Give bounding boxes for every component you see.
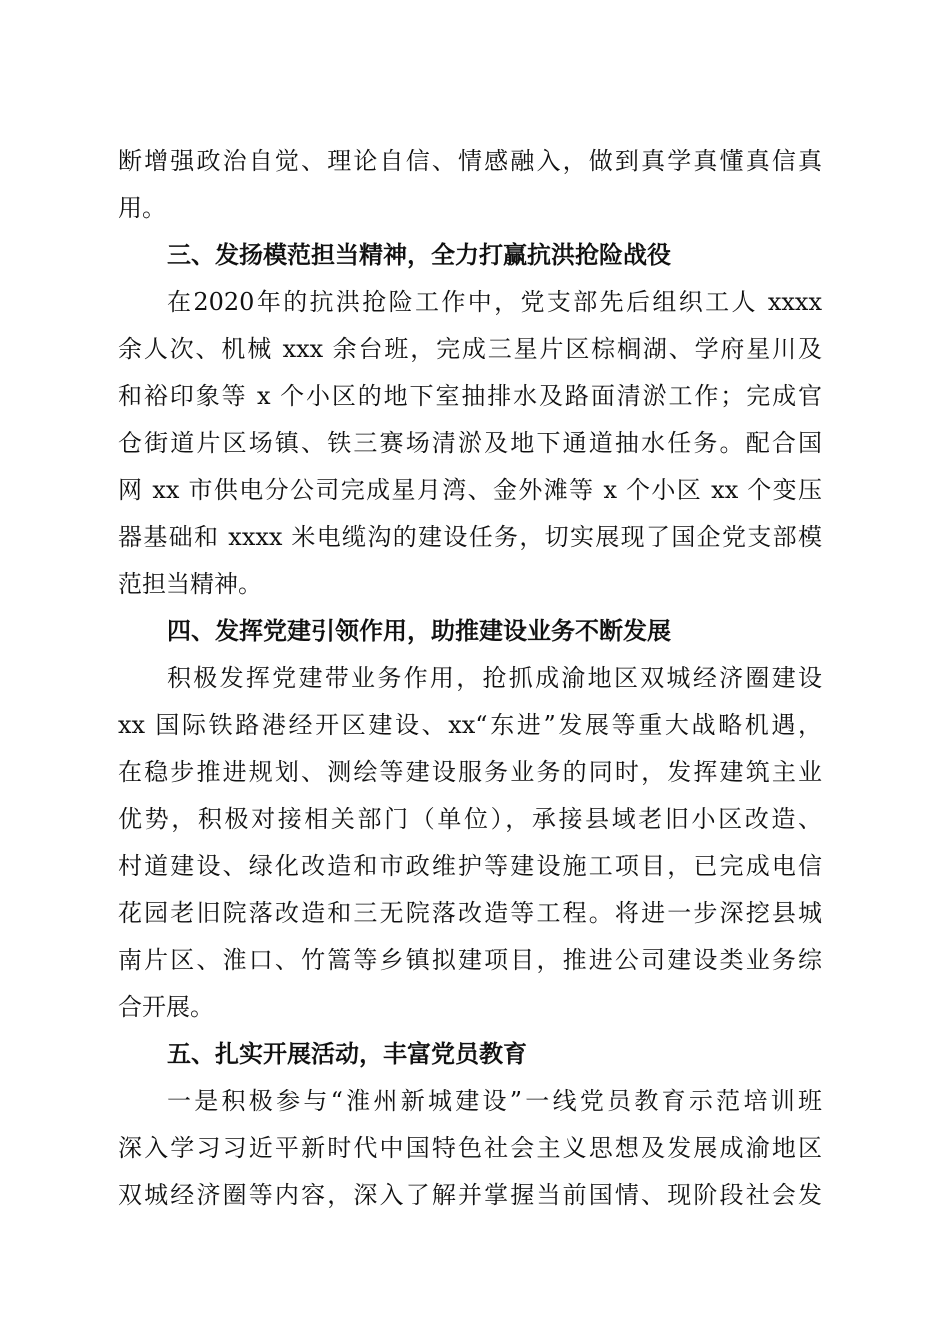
paragraph-line: 范担当精神。 — [118, 570, 262, 598]
paragraph-line: 积极发挥党建带业务作用，抢抓成渝地区双城经济圈建设 — [167, 664, 822, 692]
paragraph-line: 用。 — [118, 194, 166, 222]
paragraph-line: 器基础和 xxxx 米电缆沟的建设任务，切实展现了国企党支部模 — [118, 523, 822, 551]
paragraph-line: 一是积极参与“淮州新城建设”一线党员教育示范培训班 — [167, 1087, 822, 1115]
paragraph-line: xx 国际铁路港经开区建设、xx“东进”发展等重大战略机遇， — [118, 711, 822, 739]
paragraph-line: 余人次、机械 xxx 余台班，完成三星片区棕榈湖、学府星川及 — [118, 335, 822, 363]
section-heading: 四、发挥党建引领作用，助推建设业务不断发展 — [167, 617, 671, 645]
paragraph-line: 花园老旧院落改造和三无院落改造等工程。将进一步深挖县城 — [118, 899, 822, 927]
paragraph-line: 村道建设、绿化改造和市政维护等建设施工项目，已完成电信 — [118, 852, 822, 880]
paragraph-line: 双城经济圈等内容，深入了解并掌握当前国情、现阶段社会发 — [118, 1181, 822, 1209]
paragraph-line: 深入学习习近平新时代中国特色社会主义思想及发展成渝地区 — [118, 1134, 822, 1162]
document-page — [118, 138, 822, 1219]
section-heading: 三、发扬模范担当精神，全力打赢抗洪抢险战役 — [167, 241, 671, 269]
paragraph-line: 合开展。 — [118, 993, 214, 1021]
paragraph-line: 优势，积极对接相关部门（单位），承接县域老旧小区改造、 — [118, 805, 822, 833]
paragraph-line: 网 xx 市供电分公司完成星月湾、金外滩等 x 个小区 xx 个变压 — [118, 476, 822, 504]
paragraph-line: 断增强政治自觉、理论自信、情感融入，做到真学真懂真信真 — [118, 147, 822, 175]
paragraph-line: 和裕印象等 x 个小区的地下室抽排水及路面清淤工作；完成官 — [118, 382, 822, 410]
paragraph-line: 在稳步推进规划、测绘等建设服务业务的同时，发挥建筑主业 — [118, 758, 822, 786]
paragraph-line: 南片区、淮口、竹篙等乡镇拟建项目，推进公司建设类业务综 — [118, 946, 822, 974]
paragraph-line: 仓街道片区场镇、铁三赛场清淤及地下通道抽水任务。配合国 — [118, 429, 822, 457]
paragraph-line: 在2020年的抗洪抢险工作中，党支部先后组织工人 xxxx — [167, 288, 822, 316]
section-heading: 五、扎实开展活动，丰富党员教育 — [167, 1040, 527, 1068]
